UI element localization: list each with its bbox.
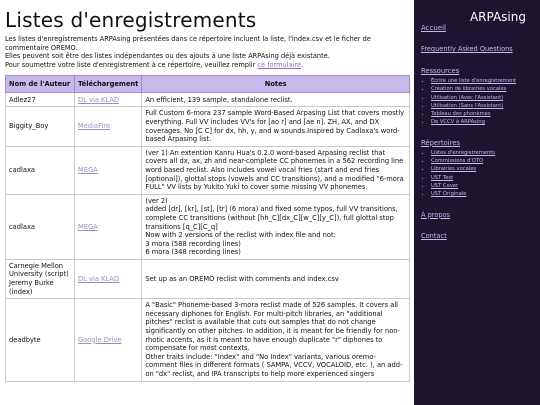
download-link[interactable]: Google Drive bbox=[78, 335, 122, 344]
nav-ressources[interactable]: Ressources bbox=[421, 67, 460, 75]
cell-notes: Full Custom 6-mora 237 sample Word-Based Arpasing List that covers mostly everything. Full VV includes VV's for [ao r] and [ae n]. ZH, AX, and DX coverages. No [C C] for dx, hh, y, and w sounds.Inspired by Cadlaxa's word-based Arpasing list. bbox=[142, 107, 410, 146]
nav-apropos[interactable]: À propos bbox=[421, 210, 451, 219]
header-download: Téléchargement bbox=[75, 76, 142, 93]
site-title: ARPAsing bbox=[469, 10, 526, 24]
cell-author: Biggity_Boy bbox=[6, 107, 75, 146]
sidebar-item-listes[interactable]: • Listes d'enregistrements bbox=[431, 149, 540, 157]
table-row bbox=[6, 299, 410, 381]
cell-download bbox=[75, 299, 142, 381]
table-row bbox=[6, 93, 410, 107]
sidebar-item-ust-originale[interactable]: • UST Originale bbox=[431, 190, 540, 198]
sidebar-item-commissions[interactable]: • Commissions d'OTO bbox=[431, 157, 540, 165]
ressources-list bbox=[421, 77, 540, 127]
sidebar-item-utilisation-sans[interactable]: • Utilisation (Sans l'Assistant) bbox=[431, 102, 540, 110]
download-link[interactable]: DL via KLAD bbox=[78, 95, 120, 104]
nav-accueil[interactable]: Accueil bbox=[421, 24, 446, 32]
table-row bbox=[6, 259, 410, 298]
sidebar-item-ust-test[interactable]: • UST Test bbox=[431, 174, 540, 182]
download-link[interactable]: MediaFire bbox=[78, 122, 111, 131]
sidebar bbox=[414, 0, 540, 405]
sidebar-item-ecrire[interactable]: • Écrire une liste d'enregistrement bbox=[431, 77, 540, 85]
sidebar-item-librairies[interactable]: • Librairies vocales bbox=[431, 165, 540, 173]
cell-author: Adlez27 bbox=[6, 93, 75, 107]
nav-faq[interactable]: Frequently Asked Questions bbox=[421, 45, 513, 53]
header-notes: Notes bbox=[142, 76, 410, 93]
cell-notes: (ver 2) added [dr], [kr], [st], [tr] (6 mora) and fixed some typos, full VV transitions, complete CC transitions (without [hh_C][dx_C][w_C][y_C]), full glottal stop transitions [q_C][C_q] Now with 2 versions of the reclist with index file and not: 3 mora (588 recording lines) 6 mora (348 recording lines) bbox=[142, 194, 410, 259]
table-header-row bbox=[6, 76, 410, 93]
cell-download bbox=[75, 259, 142, 298]
intro-line-3 bbox=[5, 61, 409, 70]
cell-notes: (ver 1) An extention Kanru Hua's 0.2.0 word-based Arpasing reclist that covers all dx, ax, zh and near-complete CC phonemes in a 562 recording line word based reclist. Also includes vowel vocal fries (start and end fries [optional]), glottal stops (vowels and CC transitions), and a modified "6-mora FULL" VV lists by Yukito Yuki to cover some missing VV phonemes. bbox=[142, 146, 410, 194]
download-link[interactable]: MEGA bbox=[78, 222, 98, 231]
nav-contact[interactable]: Contact bbox=[421, 231, 447, 240]
cell-download bbox=[75, 93, 142, 107]
cell-notes: A "Basic" Phoneme-based 3-mora reclist made of 526 samples. It covers all necessary diphones for English. For multi-pitch libraries, an "additional pitches" reclist is available that cuts out samples that do not change significantly on other pitches. In addition, it is meant for be friendly for non-rhotic accents, as it is meant to have enough duplicate "r" diphones to compensate for most contexts. Other traits include: "Index" and "No Index" variants, various oremo-comment files in different formats ( SAMPA, VCCV, VOCALOID, etc. ), an add-on "dx" reclist, and IPA transcripts to help more experienced singers bbox=[142, 299, 410, 381]
cell-notes: An efficient, 139 sample, standalone reclist. bbox=[142, 93, 410, 107]
table-row bbox=[6, 194, 410, 259]
sidebar-item-vccv[interactable]: • De VCCV à ARPAsing bbox=[431, 118, 540, 126]
cell-download bbox=[75, 107, 142, 146]
intro-text bbox=[5, 35, 409, 69]
reclist-table bbox=[5, 75, 410, 381]
sidebar-item-ust-cover[interactable]: • UST Cover bbox=[431, 182, 540, 190]
form-link[interactable]: ce formulaire bbox=[257, 60, 302, 69]
download-link[interactable]: DL via KLAD bbox=[78, 274, 120, 283]
cell-author: deadbyte bbox=[6, 299, 75, 381]
intro-line-3-prefix: Pour soumettre votre liste d'enregistrement à ce répertoire, veuillez remplir bbox=[5, 60, 258, 69]
sidebar-item-tableau[interactable]: • Tableau des phonèmes bbox=[431, 110, 540, 118]
nav-repertoires[interactable]: Répertoires bbox=[421, 138, 460, 147]
download-link[interactable]: MEGA bbox=[78, 165, 98, 174]
intro-line-2: Elles peuvent soit être des listes indépendantes ou des ajouts à une liste ARPAsing déjà existante. bbox=[5, 52, 330, 61]
sidebar-item-creation[interactable]: • Création de librairies vocales bbox=[431, 85, 540, 93]
page-title: Listes d'enregistrements bbox=[5, 8, 257, 32]
cell-notes: Set up as an OREMO reclist with comments and index.csv bbox=[142, 259, 410, 298]
repertoires-list bbox=[421, 149, 540, 199]
table-row bbox=[6, 107, 410, 146]
header-author: Nom de l'Auteur bbox=[6, 76, 75, 93]
intro-line-1: Les listes d'enregistrements ARPAsing présentées dans ce répertoire incluent la liste, l'index.csv et le ficher de commentaire OREMO. bbox=[5, 35, 371, 52]
cell-author: cadlaxa bbox=[6, 146, 75, 194]
sidebar-item-utilisation-avec[interactable]: • Utilisation (Avec l'Assistant) bbox=[431, 94, 540, 102]
cell-author: cadlaxa bbox=[6, 194, 75, 259]
cell-download bbox=[75, 146, 142, 194]
intro-line-3-suffix: . bbox=[301, 60, 304, 69]
table-row bbox=[6, 146, 410, 194]
cell-download bbox=[75, 194, 142, 259]
cell-author: Carnegie Mellon University (script) Jeremy Burke (index) bbox=[6, 259, 75, 298]
